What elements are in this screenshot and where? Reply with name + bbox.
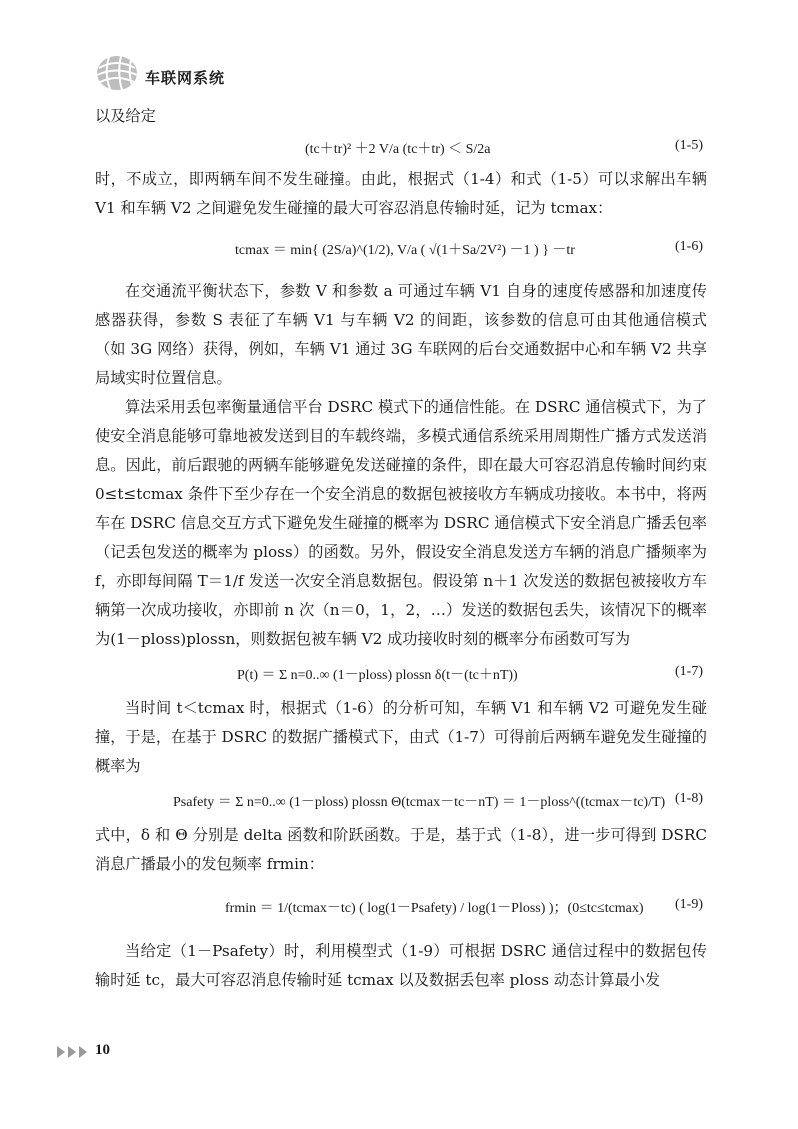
equation-1-5-number: (1-5) (675, 138, 703, 153)
paragraph-0: 以及给定 (95, 107, 156, 125)
equation-1-5-math: (tc＋tr)² ＋2 V/a (tc＋tr) ＜ S/2a (305, 142, 491, 157)
paragraph-2: 在交通流平衡状态下，参数 V 和参数 a 可通过车辆 V1 自身的速度传感器和加速度传感器获得，参数 S 表征了车辆 V1 与车辆 V2 的间距，该参数的信息可由其他通信模式（如 3G 网络）获得，例如，车辆 V1 通过 3G 车联网的后台交通数据中心和车辆 V2 共享局域实时位置信息。 (95, 282, 707, 387)
equation-1-8-number: (1-8) (675, 791, 703, 806)
equation-1-8-math: Psafety ＝ Σ n=0..∞ (1－ploss) plossn Θ(tcmax－tc－nT) ＝ 1－ploss^((tcmax－tc)/T) (173, 795, 666, 810)
equation-1-7-number: (1-7) (675, 664, 703, 679)
equation-1-6-number: (1-6) (675, 239, 703, 254)
book-title: 车联网系统 (145, 69, 226, 87)
paragraph-6: 当给定（1－Psafety）时，利用模型式（1-9）可根据 DSRC 通信过程中的数据包传输时延 tc，最大可容忍消息传输时延 tcmax 以及数据丢包率 ploss 动态计算最小发 (95, 942, 707, 989)
globe-logo-icon (95, 54, 139, 96)
triple-arrow-icon (57, 1044, 91, 1063)
page-body (95, 102, 707, 995)
equation-1-9 (95, 879, 707, 937)
equation-1-6 (95, 223, 707, 277)
equation-1-6-math: tcmax ＝ min{ (2S/a)^(1/2), V/a ( √(1＋Sa/2V²) －1 ) } －tr (235, 243, 575, 258)
paragraph-1: 时，不成立，即两辆车间不发生碰撞。由此，根据式（1-4）和式（1-5）可以求解出车辆 V1 和车辆 V2 之间避免发生碰撞的最大可容忍消息传输时延，记为 tcmax： (95, 170, 707, 217)
page-header (95, 50, 715, 98)
equation-1-7-math: P(t) ＝ Σ n=0..∞ (1－ploss) plossn δ(t－(tc＋nT)) (237, 668, 518, 683)
equation-1-7 (95, 654, 707, 694)
page-number: 10 (95, 1042, 110, 1058)
paragraph-4: 当时间 t＜tcmax 时，根据式（1-6）的分析可知，车辆 V1 和车辆 V2 可避免发生碰撞，于是，在基于 DSRC 的数据广播模式下，由式（1-7）可得前后两辆车避免发生碰撞的概率为 (95, 699, 707, 775)
equation-1-8 (95, 781, 707, 821)
equation-1-9-math: frmin ＝ 1/(tcmax－tc) ( log(1－Psafety) / log(1－Ploss) )；(0≤tc≤tcmax) (225, 901, 644, 916)
paragraph-3: 算法采用丢包率衡量通信平台 DSRC 模式下的通信性能。在 DSRC 通信模式下，为了使安全消息能够可靠地被发送到目的车载终端，多模式通信系统采用周期性广播方式发送消息。因此，前后跟驰的两辆车能够避免发送碰撞的条件，即在最大可容忍消息传输时间约束 0≤t≤tcmax 条件下至少存在一个安全消息的数据包被接收方车辆成功接收。本书中，将两车在 DSRC 信息交互方式下避免发生碰撞的概率为 DSRC 通信模式下安全消息广播丢包率（记丢包发送的概率为 ploss）的函数。另外，假设安全消息发送方车辆的消息广播频率为 f，亦即每间隔 T＝1/f 发送一次安全消息数据包。假设第 n＋1 次发送的数据包被接收方车辆第一次成功接收，亦即前 n 次（n＝0，1，2，…）发送的数据包丢失，该情况下的概率为(1－ploss)plossn，则数据包被车辆 V2 成功接收时刻的概率分布函数可写为 (95, 398, 707, 648)
equation-1-5 (95, 131, 707, 165)
paragraph-5: 式中，δ 和 Θ 分别是 delta 函数和阶跃函数。于是，基于式（1-8），进一步可得到 DSRC 消息广播最小的发包频率 frmin： (95, 826, 707, 873)
equation-1-9-number: (1-9) (675, 897, 703, 912)
